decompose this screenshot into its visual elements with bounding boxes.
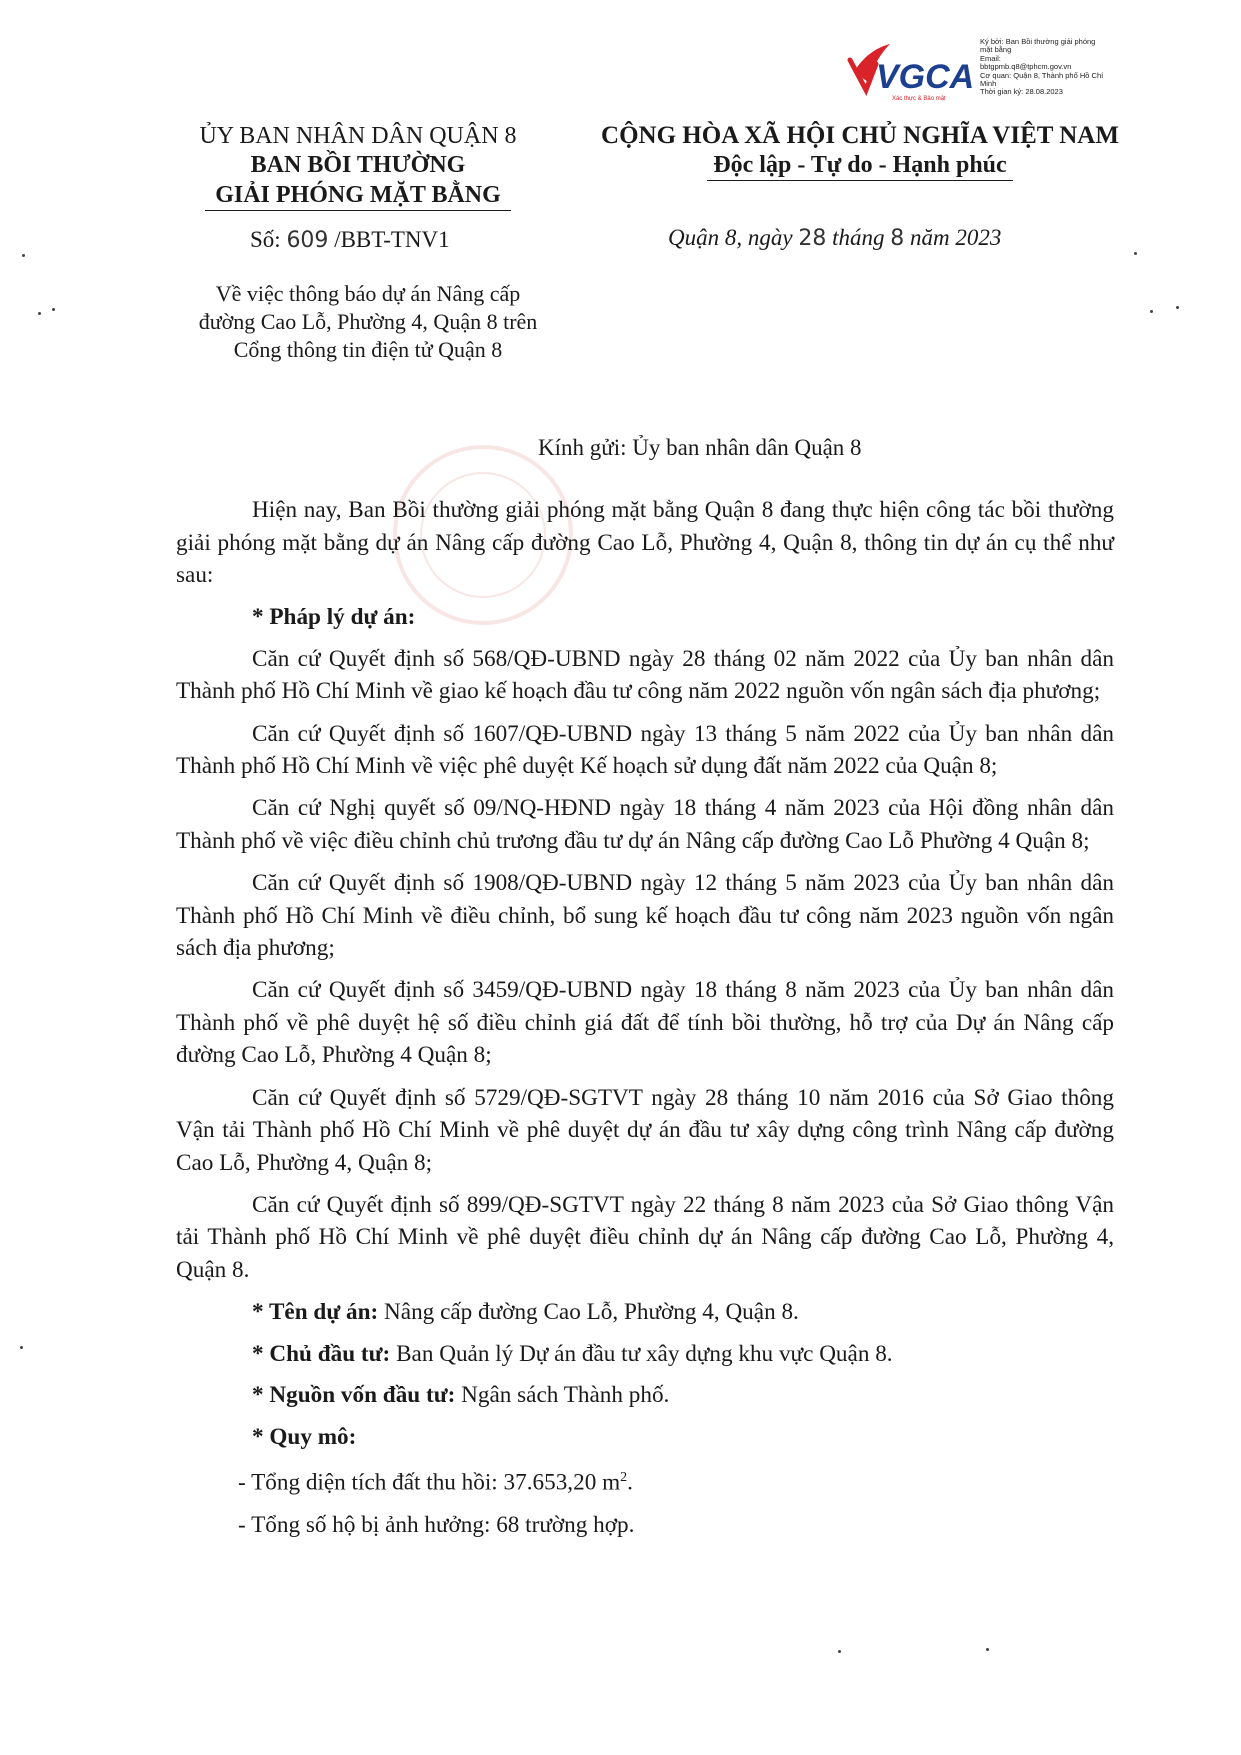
issuer-block <box>168 122 548 211</box>
logo-tagline: Xác thực & Bảo mật <box>892 96 946 102</box>
legal-heading: * Pháp lý dự án: <box>252 604 416 631</box>
doc-number-suffix: /BBT-TNV1 <box>334 227 450 252</box>
date-year: năm 2023 <box>909 225 1002 250</box>
subject-line-2: đường Cao Lỗ, Phường 4, Quận 8 trên <box>198 309 538 334</box>
doc-number-value: 609 <box>286 228 329 253</box>
document-subject <box>178 280 558 364</box>
doc-number-prefix: Số: <box>250 227 281 252</box>
date-month-label: tháng <box>832 225 885 250</box>
legal-item-3: Căn cứ Nghị quyết số 09/NQ-HĐND ngày 18 tháng 4 năm 2023 của Hội đồng nhân dân Thành phố về việc điều chỉnh chủ trương đầu tư dự án Nâng cấp đường Cao Lỗ Phường 4 Quận 8; <box>176 795 1114 854</box>
document-date <box>668 224 1001 253</box>
funding-value: Ngân sách Thành phố. <box>455 1382 670 1409</box>
logo-text: VGCA <box>876 58 974 96</box>
date-month: 8 <box>890 226 905 251</box>
subject-line-3: Cổng thông tin điện tử Quận 8 <box>233 337 503 362</box>
legal-item-1: Căn cứ Quyết định số 568/QĐ-UBND ngày 28 tháng 02 năm 2022 của Ủy ban nhân dân Thành phố Hồ Chí Minh về giao kế hoạch đầu tư công năm 2022 nguồn vốn ngân sách địa phương; <box>176 645 1114 705</box>
national-motto-block <box>590 122 1130 181</box>
legal-item-2: Căn cứ Quyết định số 1607/QĐ-UBND ngày 13 tháng 5 năm 2022 của Ủy ban nhân dân Thành phố Hồ Chí Minh về việc phê duyệt Kế hoạch sử dụng đất năm 2022 của Quận 8; <box>176 720 1114 780</box>
scale-heading: * Quy mô: <box>252 1423 357 1450</box>
nation-motto: Độc lập - Tự do - Hạnh phúc <box>707 150 1012 181</box>
signature-info <box>980 38 1108 97</box>
funding-source <box>176 1379 1114 1412</box>
legal-item-6: Căn cứ Quyết định số 5729/QĐ-SGTVT ngày 28 tháng 10 năm 2016 của Sở Giao thông Vận tải Thành phố Hồ Chí Minh về phê duyệt dự án đầu tư xây dựng công trình Nâng cấp đường Cao Lỗ, Phường 4, Quận 8; <box>176 1084 1114 1176</box>
scale-area-unit-sup: 2 <box>620 1470 628 1486</box>
scale-area-text: - Tổng diện tích đất thu hồi: 37.653,20 m <box>238 1470 621 1497</box>
nation-title: CỘNG HÒA XÃ HỘI CHỦ NGHĨA VIỆT NAM <box>601 122 1119 149</box>
signed-by: Ký bởi: Ban Bồi thường giải phóng mặt bằng <box>980 37 1096 55</box>
scale-area-end: . <box>627 1470 633 1497</box>
investor-label: * Chủ đầu tư: <box>252 1340 391 1367</box>
legal-item-4: Căn cứ Quyết định số 1908/QĐ-UBND ngày 12 tháng 5 năm 2023 của Ủy ban nhân dân Thành phố Hồ Chí Minh về điều chỉnh, bổ sung kế hoạch đầu tư công năm 2023 nguồn vốn ngân sách địa phương; <box>176 869 1114 962</box>
scale-area <box>176 1462 1114 1499</box>
email-address: bbtgpmb.q8@tphcm.gov.vn <box>980 62 1072 72</box>
intro-paragraph: Hiện nay, Ban Bồi thường giải phóng mặt bằng Quận 8 đang thực hiện công tác bồi thường giải phóng mặt bằng dự án Nâng cấp đường Cao Lỗ, Phường 4, Quận 8, thông tin dự án cụ thể như sau: <box>176 497 1114 589</box>
investor-value: Ban Quản lý Dự án đầu tư xây dựng khu vực Quận 8. <box>390 1340 893 1367</box>
document-number <box>250 226 450 255</box>
issuer-line-1: ỦY BAN NHÂN DÂN QUẬN 8 <box>199 123 517 149</box>
issuer-line-3: GIẢI PHÓNG MẶT BẰNG <box>205 180 511 211</box>
agency: Cơ quan: Quận 8, Thành phố Hồ Chí Minh <box>980 70 1104 89</box>
subject-line-1: Về việc thông báo dự án Nâng cấp <box>215 281 521 306</box>
legal-item-5: Căn cứ Quyết định số 3459/QĐ-UBND ngày 18 tháng 8 năm 2023 của Ủy ban nhân dân Thành phố về phê duyệt hệ số điều chỉnh giá đất để tính bồi thường, hỗ trợ của Dự án Nâng cấp đường Cao Lỗ, Phường 4 Quận 8; <box>176 977 1114 1069</box>
email-label: Email: <box>980 53 1001 63</box>
document-body <box>176 494 1114 1550</box>
vgca-logo <box>846 42 974 104</box>
investor <box>176 1338 1114 1371</box>
recipient: Kính gửi: Ủy ban nhân dân Quận 8 <box>538 435 862 460</box>
legal-item-7: Căn cứ Quyết định số 899/QĐ-SGTVT ngày 22 tháng 8 năm 2023 của Sở Giao thông Vận tải Thành phố Hồ Chí Minh về phê duyệt điều chỉnh dự án Nâng cấp đường Cao Lỗ, Phường 4, Quận 8. <box>176 1191 1114 1283</box>
signed-time: Thời gian ký: 28.08.2023 <box>980 87 1063 97</box>
date-day: 28 <box>798 226 827 251</box>
project-name-value: Nâng cấp đường Cao Lỗ, Phường 4, Quận 8. <box>378 1299 799 1326</box>
project-name-label: * Tên dự án: <box>252 1299 379 1326</box>
digital-signature <box>846 36 1226 106</box>
scale-households: - Tổng số hộ bị ảnh hưởng: 68 trường hợp. <box>238 1511 635 1538</box>
project-name <box>176 1296 1114 1329</box>
issuer-line-2: BAN BỒI THƯỜNG <box>250 152 466 178</box>
date-prefix: Quận 8, ngày <box>668 225 793 250</box>
funding-label: * Nguồn vốn đầu tư: <box>252 1382 456 1409</box>
